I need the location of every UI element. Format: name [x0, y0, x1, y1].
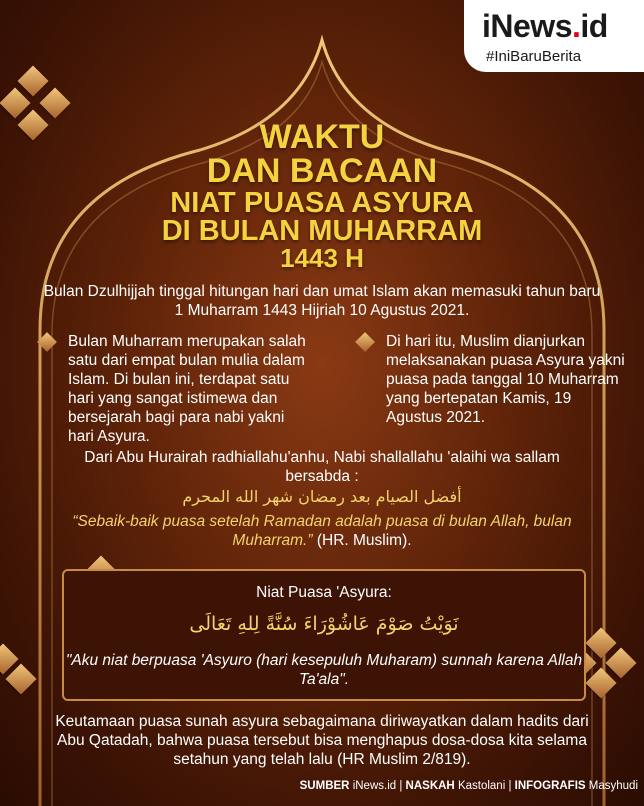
hadith-arabic: أفضل الصيام بعد رمضان شهر الله المحرم — [182, 487, 462, 506]
credit-graphic-label: INFOGRAFIS — [514, 780, 586, 792]
hadith-translation — [60, 512, 584, 550]
credit-writer-label: NASKAH — [405, 780, 455, 792]
credit-source-value: iNews.id — [352, 780, 397, 792]
translation-reference: (HR. Muslim). — [312, 532, 412, 549]
niat-box — [62, 569, 586, 701]
title-line-1: WAKTU — [259, 118, 385, 156]
logo-tagline: #IniBaruBerita — [486, 48, 582, 65]
credit-separator: | — [505, 780, 515, 792]
credit-graphic-value: Masyhudi — [588, 780, 638, 792]
title-line-5: 1443 H — [280, 243, 364, 273]
logo-wordmark: iNews.id — [482, 8, 608, 44]
title-line-2: DAN BACAAN — [206, 152, 438, 190]
intro-paragraph: Bulan Dzulhijjah tinggal hitungan hari dan umat Islam akan memasuki tahun baru 1 Muharram 1443 Hijriah 10 Agustus 2021. — [43, 283, 601, 319]
niat-translation: "Aku niat berpuasa 'Asyuro (hari kesepuluh Muharam) sunnah karena Allah Ta'ala". — [65, 652, 583, 688]
brand-logo[interactable] — [464, 0, 644, 72]
niat-arabic: نَوَيْتُ صَوْمَ عَاشُوْرَاءَ سُنَّةً لِلهِ تَعَالَى — [189, 613, 459, 635]
closing-paragraph: Keutamaan puasa sunah asyura sebagaimana diriwayatkan dalam hadits dari Abu Qatadah, bahwa puasa tersebut bisa menghapus dosa-dosa kita selama setahun yang telah lalu (HR Muslim 2/819). — [55, 713, 589, 768]
title-line-4: DI BULAN MUHARRAM — [161, 215, 483, 247]
title-line-3: NIAT PUASA ASYURA — [170, 187, 474, 219]
niat-title: Niat Puasa 'Asyura: — [256, 584, 392, 601]
hadith-source: Dari Abu Hurairah radhiallahu'anhu, Nabi shallallahu 'alaihi wa sallam bersabda : — [84, 449, 560, 485]
credit-source-label: SUMBER — [299, 780, 350, 792]
right-column-text: Di hari itu, Muslim dianjurkan melaksanakan puasa Asyura yakni puasa pada tanggal 10 Muharram yang bertepatan Kamis, 19 Agustus 2021. — [386, 333, 625, 426]
translation-quote: “Sebaik-baik puasa setelah Ramadan adalah puasa di bulan Allah, bulan Muharram.” — [72, 513, 572, 549]
left-column-text: Bulan Muharram merupakan salah satu dari empat bulan mulia dalam Islam. Di bulan ini, terdapat satu hari yang sangat istimewa dan bersejarah bagi para nabi yakni hari Asyura. — [68, 333, 306, 445]
credits-bar — [300, 780, 638, 792]
credit-separator: | — [396, 780, 406, 792]
credit-writer-value: Kastolani — [457, 780, 506, 792]
